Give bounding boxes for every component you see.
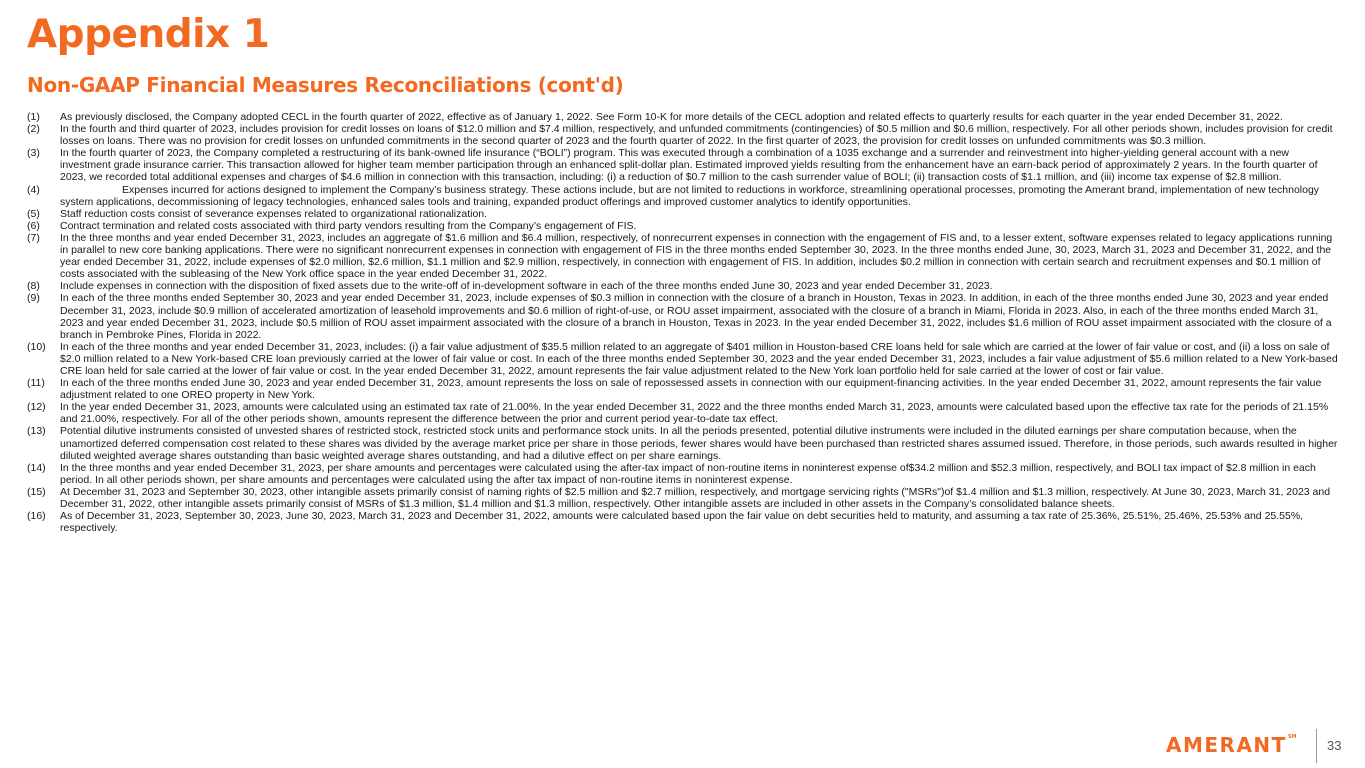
footnote-number: (10) [27, 340, 46, 353]
footnote-1 [27, 111, 1339, 123]
footnote-text: Contract termination and related costs associated with third party vendors resulting from the Company’s engagement of FIS. [60, 219, 637, 232]
footnote-text: Expenses incurred for actions designed to implement the Company’s business strategy. These actions include, but are not limited to reductions in workforce, streamlining operational processes, promoting the Amerant brand, implementation of new technology system applications, decommissioning of legacy technologies, enhanced sales tools and training, expanded product offerings and improved customer analytics to identify opportunities. [60, 183, 1320, 208]
footnote-text: Staff reduction costs consist of severance expenses related to organizational rationalization. [60, 207, 488, 220]
footnote-number: (14) [27, 461, 46, 474]
logo-wordmark: AMERANT [1166, 733, 1287, 757]
footnote-text: In the three months and year ended December 31, 2023, includes an aggregate of $1.6 million and $6.4 million, respectively, of nonrecurrent expenses in connection with the engagement of FIS and, to a lesser extent, software expenses related to legacy applications running in parallel to new core banking applications. There were no significant nonrecurrent expenses in connection with engagement of FIS in the three months ended September 30, 2023. In the three months ended June, 30, 2023, March 31, 2023 and December 31, 2022, and the year ended December 31, 2022, include expenses of $2.0 million, $2.6 million, $1.1 million and $2.9 million, respectively, in connection with engagement of FIS. In addition, includes $0.2 million in connection with certain search and recruitment expenses and $0.1 million of costs associated with the subleasing of the New York office space in the year ended December 31, 2022. [60, 231, 1333, 281]
footnote-number: (3) [27, 147, 40, 160]
footnote-text: In each of the three months and year ended December 31, 2023, includes: (i) a fair value adjustment of $35.5 million related to an aggregate of $401 million in Houston-based CRE loans held for sale which are carried at the lower of fair value or cost, and (ii) a loss on sale of $2.0 million related to a New York-based CRE loan previously carried at the lower of fair value or cost. In each of the three months ended September 30, 2023 and the year ended December 31, 2023, includes a fair value adjustment of $5.6 million related to a New York-based CRE loan held for sale carried at the lower of fair value or cost. In the year ended December 31, 2022, amount represents the fair value adjustment related to the New York loan portfolio held for sale carried at the lower of cost or fair value. [60, 340, 1338, 377]
footer-divider [1316, 729, 1317, 763]
page-title: Appendix 1 [27, 12, 270, 57]
footnotes-list [27, 111, 1339, 534]
footnote-text: In each of the three months ended September 30, 2023 and year ended December 31, 2023, include expenses of $0.3 million in connection with the closure of a branch in Houston, Texas in 2023. In addition, in each of the three months ended June 30, 2023 and year ended December 31, 2023, include $0.9 million of accelerated amortization of leasehold improvements and $0.6 million of right-of-use, or ROU asset impairment, associated with the closure of a branch in Miami, Florida in 2023. Also, in each of the three months ended March 31, 2023 and year ended December 31, 2023, include $0.5 million of ROU asset impairment associated with the closure of a branch in Houston, Texas in 2023. In the year ended December 31, 2022, includes $1.6 million of ROU asset impairment associated with the closure of a branch in Pembroke Pines, Florida in 2022. [60, 292, 1332, 341]
footnote-text: In the three months and year ended December 31, 2023, per share amounts and percentages were calculated using the after-tax impact of non-routine items in noninterest expense of$34.2 million and $52.3 million, respectively, and BOLI tax impact of $2.8 million in each period. In all other periods shown, per share amounts and percentages were calculated using the after tax impact of non-routine items in noninterest expense. [60, 461, 1316, 486]
footnote-number: (13) [27, 425, 46, 438]
footnote-5 [27, 208, 1339, 220]
footnote-number: (16) [27, 510, 46, 523]
footnote-number: (6) [27, 219, 40, 232]
footnote-number: (1) [27, 111, 40, 123]
footnote-2 [27, 123, 1339, 147]
footnote-number: (11) [27, 377, 45, 390]
footnote-14 [27, 462, 1339, 486]
footnote-10 [27, 341, 1339, 377]
footnote-text: As of December 31, 2023, September 30, 2023, June 30, 2023, March 31, 2023 and December 31, 2022, amounts were calculated based upon the fair value on debt securities held to maturity, and assuming a tax rate of 25.36%, 25.51%, 25.46%, 25.53% and 25.55%, respectively. [60, 510, 1304, 535]
footnote-number: (15) [27, 485, 46, 498]
footnote-13 [27, 425, 1339, 461]
footnote-7 [27, 232, 1339, 280]
footnote-text: As previously disclosed, the Company adopted CECL in the fourth quarter of 2022, effective as of January 1, 2022. See Form 10-K for more details of the CECL adoption and related effects to quarterly results for each quarter in the year ended December 31, 2022. [60, 111, 1283, 123]
footnote-number: (5) [27, 207, 40, 220]
amerant-logo [1166, 735, 1296, 755]
footnote-number: (12) [27, 401, 46, 414]
footnote-4 [27, 184, 1339, 208]
footnote-6 [27, 220, 1339, 232]
footnote-text: Include expenses in connection with the disposition of fixed assets due to the write-off of in-development software in each of the three months ended June 30, 2023 and year ended December 31, 2023. [60, 280, 993, 293]
footnote-number: (2) [27, 123, 40, 136]
footnote-12 [27, 401, 1339, 425]
footnote-text: In each of the three months ended June 30, 2023 and year ended December 31, 2023, amount represents the loss on sale of repossessed assets in connection with our equipment-financing activities. In the year ended December 31, 2022, amount represents the fair value adjustment related to one OREO property in New York. [60, 377, 1322, 402]
footnote-15 [27, 486, 1339, 510]
page-subtitle: Non-GAAP Financial Measures Reconciliations (cont'd) [27, 73, 624, 97]
footnote-text: Potential dilutive instruments consisted of unvested shares of restricted stock, restricted stock units and performance stock units. In all the periods presented, potential dilutive instruments were included in the diluted earnings per share computation because, when the unamortized deferred compensation cost related to these shares was divided by the average market price per share in those periods, fewer shares would have been purchased than restricted shares assumed issued. Therefore, in those periods, such awards resulted in higher diluted weighted average shares outstanding than basic weighted average shares outstanding, and had a dilutive effect on per share earnings. [60, 425, 1338, 462]
footnote-text: In the year ended December 31, 2023, amounts were calculated using an estimated tax rate of 21.00%. In the year ended December 31, 2022 and the three months ended March 31, 2023, amounts were calculated based upon the effective tax rate for the periods of 21.15% and 21.00%, respectively. For all of the other periods shown, amounts represent the difference between the prior and current period year-to-date tax effect. [60, 401, 1329, 426]
footnote-3 [27, 147, 1339, 183]
footnote-16 [27, 510, 1339, 534]
footnote-text: In the fourth quarter of 2023, the Company completed a restructuring of its bank-owned life insurance (“BOLI”) program. This was executed through a combination of a 1035 exchange and a surrender and reinvestment into higher-yielding general account with a new investment grade insurance carrier. This transaction allowed for higher team member participation through an enhanced split-dollar plan. Estimated improved yields resulting from the enhancement have an earn-back period of approximately 2 years. In the fourth quarter of 2023, we recorded total additional expenses and charges of $4.6 million in connection with this transaction, including: (i) a reduction of $0.7 million to the cash surrender value of BOLI; (ii) transaction costs of $1.1 million, and (iii) income tax expense of $2.8 million. [60, 147, 1318, 184]
footnote-number: (4) [27, 183, 40, 196]
footnote-text: At December 31, 2023 and September 30, 2023, other intangible assets primarily consist of naming rights of $2.5 million and $2.7 million, respectively, and mortgage servicing rights ("MSRs")of $1.4 million and $1.3 million, respectively. At June 30, 2023, March 31, 2023 and December 31, 2022, other intangible assets primarily consist of MSRs of $1.3 million, $1.4 million and $1.3 million, respectively. Other intangible assets are included in other assets in the Company’s consolidated balance sheets. [60, 485, 1331, 510]
footnote-number: (9) [27, 292, 40, 305]
footnote-number: (7) [27, 231, 40, 244]
footnote-text: In the fourth and third quarter of 2023, includes provision for credit losses on loans of $12.0 million and $7.4 million, respectively, and unfunded commitments (contingencies) of $0.5 million and $0.6 million, respectively. For all other periods shown, includes provision for credit losses on loans. There was no provision for credit losses on unfunded commitments in the second quarter of 2023 and the fourth quarter of 2022. In the first quarter of 2023, the provision for credit losses on unfunded commitments was $0.3 million. [60, 123, 1333, 148]
footnote-9 [27, 292, 1339, 340]
page-number: 33 [1327, 738, 1342, 753]
footnote-number: (8) [27, 280, 40, 293]
footnote-11 [27, 377, 1339, 401]
logo-service-mark: SM [1287, 734, 1297, 740]
footnote-8 [27, 280, 1339, 292]
